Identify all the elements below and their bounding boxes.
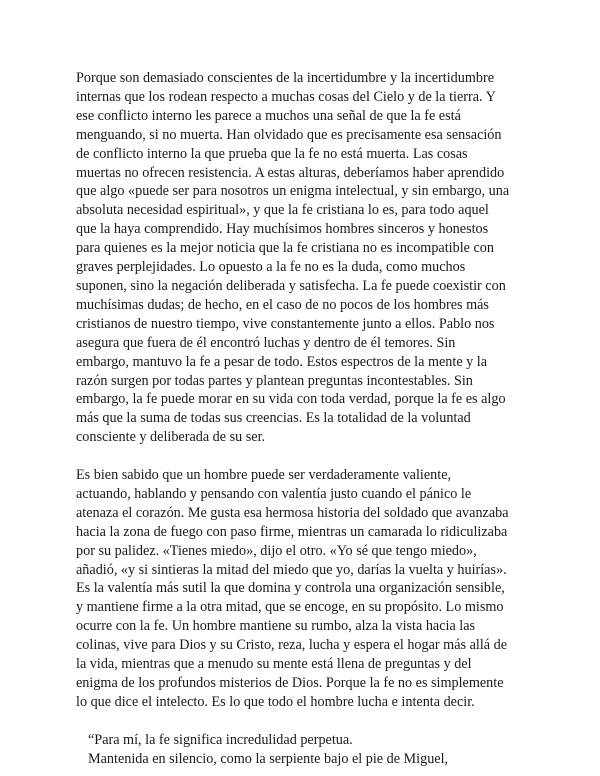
text-line: atenaza el corazón. Me gusta esa hermosa historia del soldado que avanzaba xyxy=(76,504,509,521)
quote-block xyxy=(76,731,536,769)
text-line: consciente y deliberada de su ser. xyxy=(76,429,266,446)
text-line: embargo, mantuvo la fe a pesar de todo. Estos espectros de la mente y la xyxy=(76,353,488,370)
text-line: de conflicto interno la que prueba que la fe no está muerta. Las cosas xyxy=(76,145,468,162)
document-page xyxy=(76,69,536,769)
text-line: la vida, mientras que a menudo su mente está llena de preguntas y del xyxy=(76,656,472,673)
text-line: menguando, si no muerta. Han olvidado que es precisamente esa sensación xyxy=(76,126,502,143)
text-line: embargo, la fe puede morar en su vida con toda verdad, porque la fe es algo xyxy=(76,391,506,408)
text-line: ocurre con la fe. Un hombre mantiene su rumbo, alza la vista hacia las xyxy=(76,618,476,635)
text-line: Es la valentía más sutil la que domina y controla una organización sensible, xyxy=(76,580,505,597)
text-line: colinas, vive para Dios y su Cristo, reza, lucha y espera el hogar más allá de xyxy=(76,637,507,654)
text-line: absoluta necesidad espiritual», y que la fe cristiana lo es, para todo aquel xyxy=(76,202,489,219)
text-line: Porque son demasiado conscientes de la incertidumbre y la incertidumbre xyxy=(76,70,495,86)
text-line: para quienes es la mejor noticia que la fe cristiana no es incompatible con xyxy=(76,240,494,257)
text-line: que algo «puede ser para nosotros un enigma intelectual, y sin embargo, una xyxy=(76,183,510,200)
text-line: muchísimas dudas; de hecho, en el caso de no pocos de los hombres más xyxy=(76,296,489,313)
text-line: añadió, «y si sintieras la mitad del miedo que yo, darías la vuelta y huirías». xyxy=(76,561,507,578)
text-line: cristianos de nuestro tiempo, vive constantemente junto a ellos. Pablo nos xyxy=(76,315,495,332)
quote-line: “Para mí, la fe significa incredulidad perpetua. xyxy=(88,731,353,748)
quote-line: Mantenida en silencio, como la serpiente bajo el pie de Miguel, xyxy=(88,750,449,767)
text-line: internas que los rodean respecto a muchas cosas del Cielo y de la tierra. Y xyxy=(76,88,496,105)
text-line: lo que dice el intelecto. Es lo que todo el hombre lucha e intenta decir. xyxy=(76,693,475,710)
text-line: razón surgen por todas partes y plantean preguntas incontestables. Sin xyxy=(76,372,473,389)
paragraph-1 xyxy=(76,69,536,447)
text-line: graves perplejidades. Lo opuesto a la fe no es la duda, como muchos xyxy=(76,259,466,276)
text-line: y mantiene firme a la otra mitad, que se encoge, en su propósito. Lo mismo xyxy=(76,599,504,616)
text-line: que la haya comprendido. Hay muchísimos hombres sinceros y honestos xyxy=(76,221,489,238)
text-line: hacia la zona de fuego con paso firme, mientras un camarada lo ridiculizaba xyxy=(76,523,508,540)
text-line: actuando, hablando y pensando con valentía justo cuando el pánico le xyxy=(76,485,472,502)
text-line: muertas no ofrecen resistencia. A estas alturas, deberíamos haber aprendido xyxy=(76,164,505,181)
text-line: por su palidez. «Tienes miedo», dijo el otro. «Yo sé que tengo miedo», xyxy=(76,542,477,559)
paragraph-2 xyxy=(76,466,536,712)
text-line: ese conflicto interno les parece a muchos una señal de que la fe está xyxy=(76,107,461,124)
text-line: Es bien sabido que un hombre puede ser verdaderamente valiente, xyxy=(76,467,452,484)
text-line: más que la suma de todas sus creencias. Es la totalidad de la voluntad xyxy=(76,410,471,427)
text-line: enigma de los profundos misterios de Dios. Porque la fe no es simplemente xyxy=(76,674,504,691)
text-line: asegura que fuera de él encontró luchas y dentro de él temores. Sin xyxy=(76,334,456,351)
text-line: suponen, sino la negación deliberada y satisfecha. La fe puede coexistir con xyxy=(76,277,506,294)
